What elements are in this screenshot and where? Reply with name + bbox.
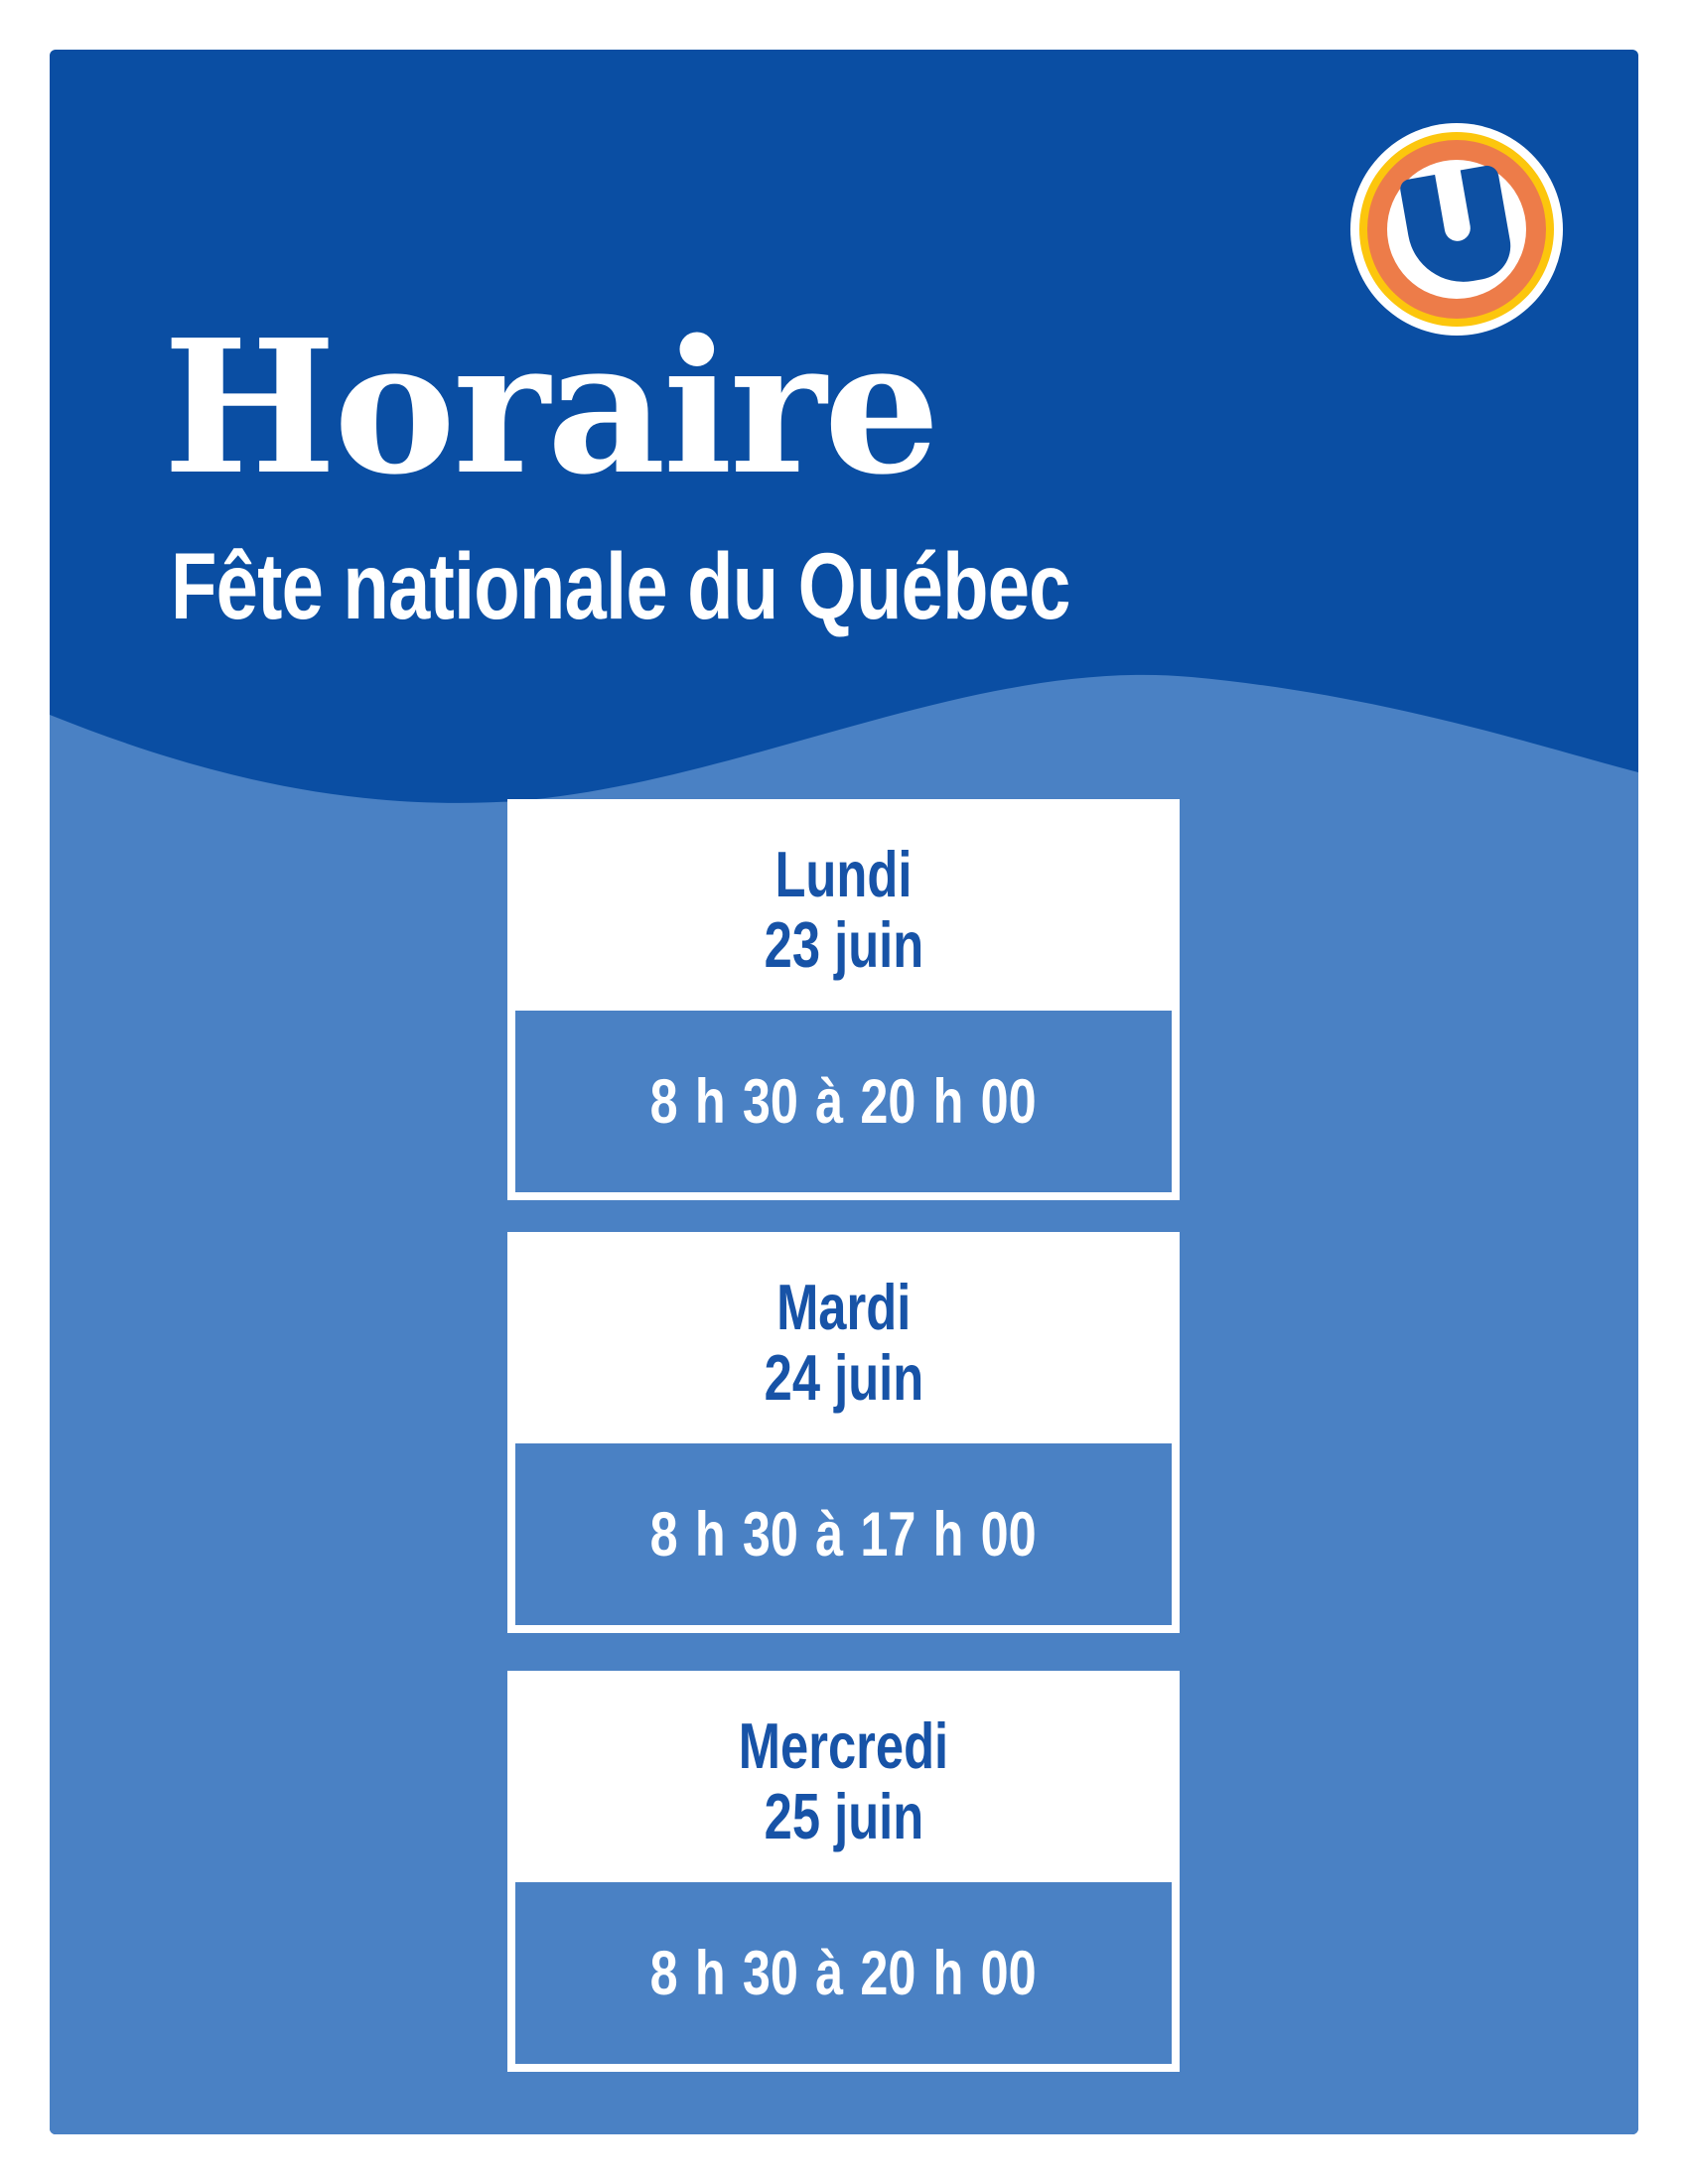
card-day-area [515, 1679, 1172, 1882]
hours-label: 8 h 30 à 20 h 00 [649, 1938, 1038, 2008]
brand-logo [1350, 123, 1563, 336]
card-day-area [515, 807, 1172, 1011]
schedule-card-mardi [507, 1232, 1180, 1633]
day-label: Mardi [775, 1270, 912, 1343]
logo-yellow-ring [1359, 132, 1554, 327]
logo-u-letter-icon [1399, 164, 1516, 291]
hours-band [515, 1011, 1172, 1192]
page-title: Horaire [163, 299, 937, 515]
hours-band [515, 1882, 1172, 2064]
schedule-card-lundi [507, 799, 1180, 1200]
date-label: 24 juin [764, 1340, 923, 1414]
logo-core [1387, 160, 1526, 299]
date-label: 25 juin [764, 1779, 923, 1852]
hours-label: 8 h 30 à 20 h 00 [649, 1066, 1038, 1137]
hours-label: 8 h 30 à 17 h 00 [649, 1499, 1038, 1570]
schedule-card-mercredi [507, 1671, 1180, 2072]
card-day-area [515, 1240, 1172, 1443]
poster-background [50, 50, 1638, 2134]
logo-orange-ring [1367, 140, 1546, 319]
logo-u-counter [1435, 168, 1473, 242]
hours-band [515, 1443, 1172, 1625]
page-subtitle: Fête nationale du Québec [171, 534, 1070, 639]
date-label: 23 juin [764, 907, 923, 981]
day-label: Mercredi [738, 1708, 949, 1782]
day-label: Lundi [774, 837, 913, 910]
